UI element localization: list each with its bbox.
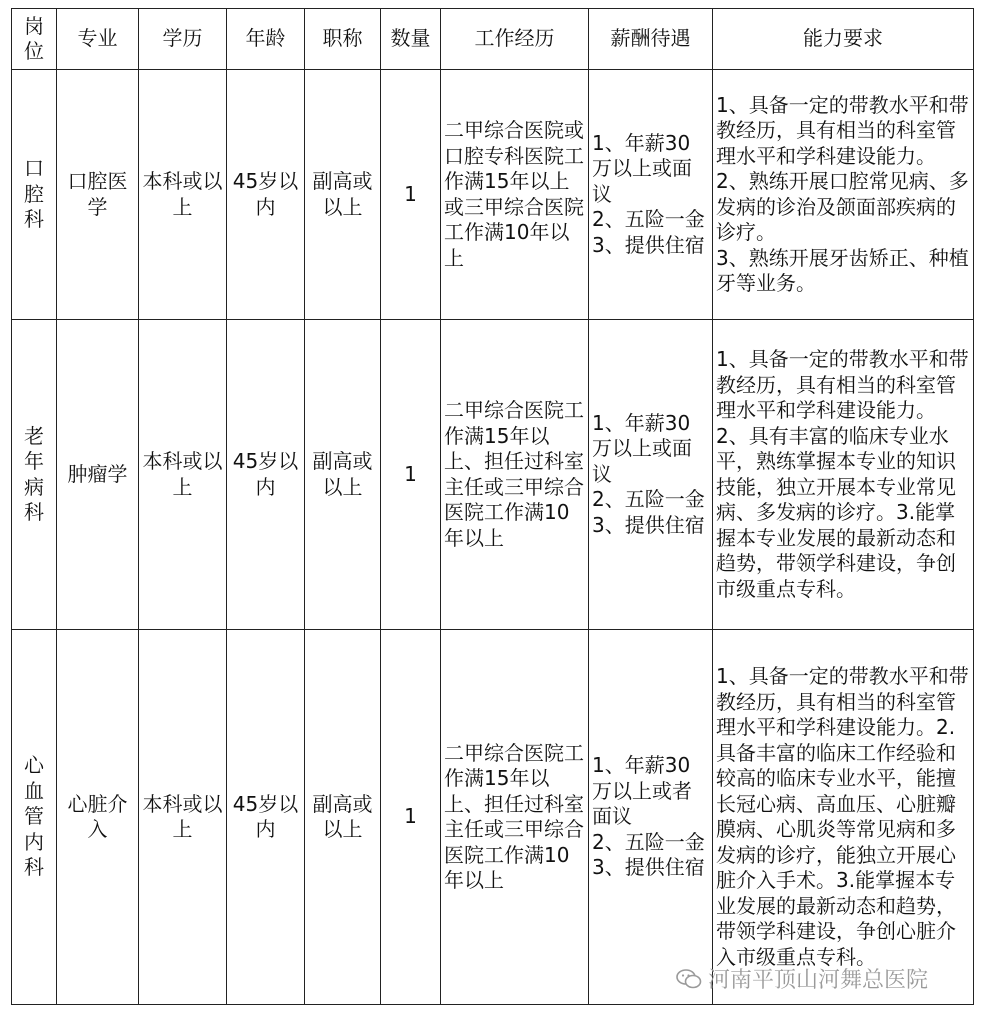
position-cell: 心血管内科 xyxy=(12,630,57,1005)
header-salary: 薪酬待遇 xyxy=(589,9,713,70)
watermark-text: 河南平顶山河舞总医院 xyxy=(708,968,929,993)
header-row xyxy=(12,9,974,70)
education-cell: 本科或以上 xyxy=(139,70,227,320)
salary-cell: 1、年薪30万以上或面议 2、五险一金 3、提供住宿 xyxy=(589,320,713,630)
education-cell: 本科或以上 xyxy=(139,320,227,630)
table-row xyxy=(12,320,974,630)
major-cell: 心脏介入 xyxy=(57,630,139,1005)
header-requirements: 能力要求 xyxy=(713,9,974,70)
count-cell: 1 xyxy=(381,70,441,320)
position-cell: 口腔科 xyxy=(12,70,57,320)
age-cell: 45岁以内 xyxy=(227,320,305,630)
age-cell: 45岁以内 xyxy=(227,630,305,1005)
major-cell: 肿瘤学 xyxy=(57,320,139,630)
title-cell: 副高或以上 xyxy=(305,630,381,1005)
header-education: 学历 xyxy=(139,9,227,70)
major-cell: 口腔医学 xyxy=(57,70,139,320)
header-title: 职称 xyxy=(305,9,381,70)
header-experience: 工作经历 xyxy=(441,9,589,70)
requirements-cell: 1、具备一定的带教水平和带教经历，具有相当的科室管理水平和学科建设能力。 2、熟练开展口腔常见病、多发病的诊治及颌面部疾病的诊疗。 3、熟练开展牙齿矫正、种植牙等业务。 xyxy=(713,70,974,320)
requirements-cell: 1、具备一定的带教水平和带教经历，具有相当的科室管理水平和学科建设能力。2.具备丰富的临床工作经验和较高的临床专业水平，能擅长冠心病、高血压、心脏瓣膜病、心肌炎等常见病和多发病的诊疗，能独立开展心脏介入手术。3.能掌握本专业发展的最新动态和趋势，带领学科建设，争创心脏介入市级重点专科。 xyxy=(713,630,974,1005)
header-count: 数量 xyxy=(381,9,441,70)
table-row xyxy=(12,630,974,1005)
header-major: 专业 xyxy=(57,9,139,70)
experience-cell: 二甲综合医院或口腔专科医院工作满15年以上或三甲综合医院工作满10年以上 xyxy=(441,70,589,320)
experience-cell: 二甲综合医院工作满15年以上、担任过科室主任或三甲综合医院工作满10年以上 xyxy=(441,320,589,630)
watermark xyxy=(676,963,928,994)
position-cell: 老年病科 xyxy=(12,320,57,630)
age-cell: 45岁以内 xyxy=(227,70,305,320)
count-cell: 1 xyxy=(381,630,441,1005)
education-cell: 本科或以上 xyxy=(139,630,227,1005)
title-cell: 副高或以上 xyxy=(305,70,381,320)
header-age: 年龄 xyxy=(227,9,305,70)
table-row xyxy=(12,70,974,320)
salary-cell: 1、年薪30万以上或面议 2、五险一金 3、提供住宿 xyxy=(589,70,713,320)
salary-cell: 1、年薪30万以上或者面议 2、五险一金 3、提供住宿 xyxy=(589,630,713,1005)
requirements-cell: 1、具备一定的带教水平和带教经历，具有相当的科室管理水平和学科建设能力。 2、具有丰富的临床专业水平，熟练掌握本专业的知识技能，独立开展本专业常见病、多发病的诊疗。3.能掌握本专业发展的最新动态和趋势，带领学科建设，争创市级重点专科。 xyxy=(713,320,974,630)
experience-cell: 二甲综合医院工作满15年以上、担任过科室主任或三甲综合医院工作满10年以上 xyxy=(441,630,589,1005)
recruitment-table xyxy=(11,8,974,1005)
wechat-icon xyxy=(676,969,702,989)
title-cell: 副高或以上 xyxy=(305,320,381,630)
count-cell: 1 xyxy=(381,320,441,630)
header-position: 岗位 xyxy=(12,9,57,70)
